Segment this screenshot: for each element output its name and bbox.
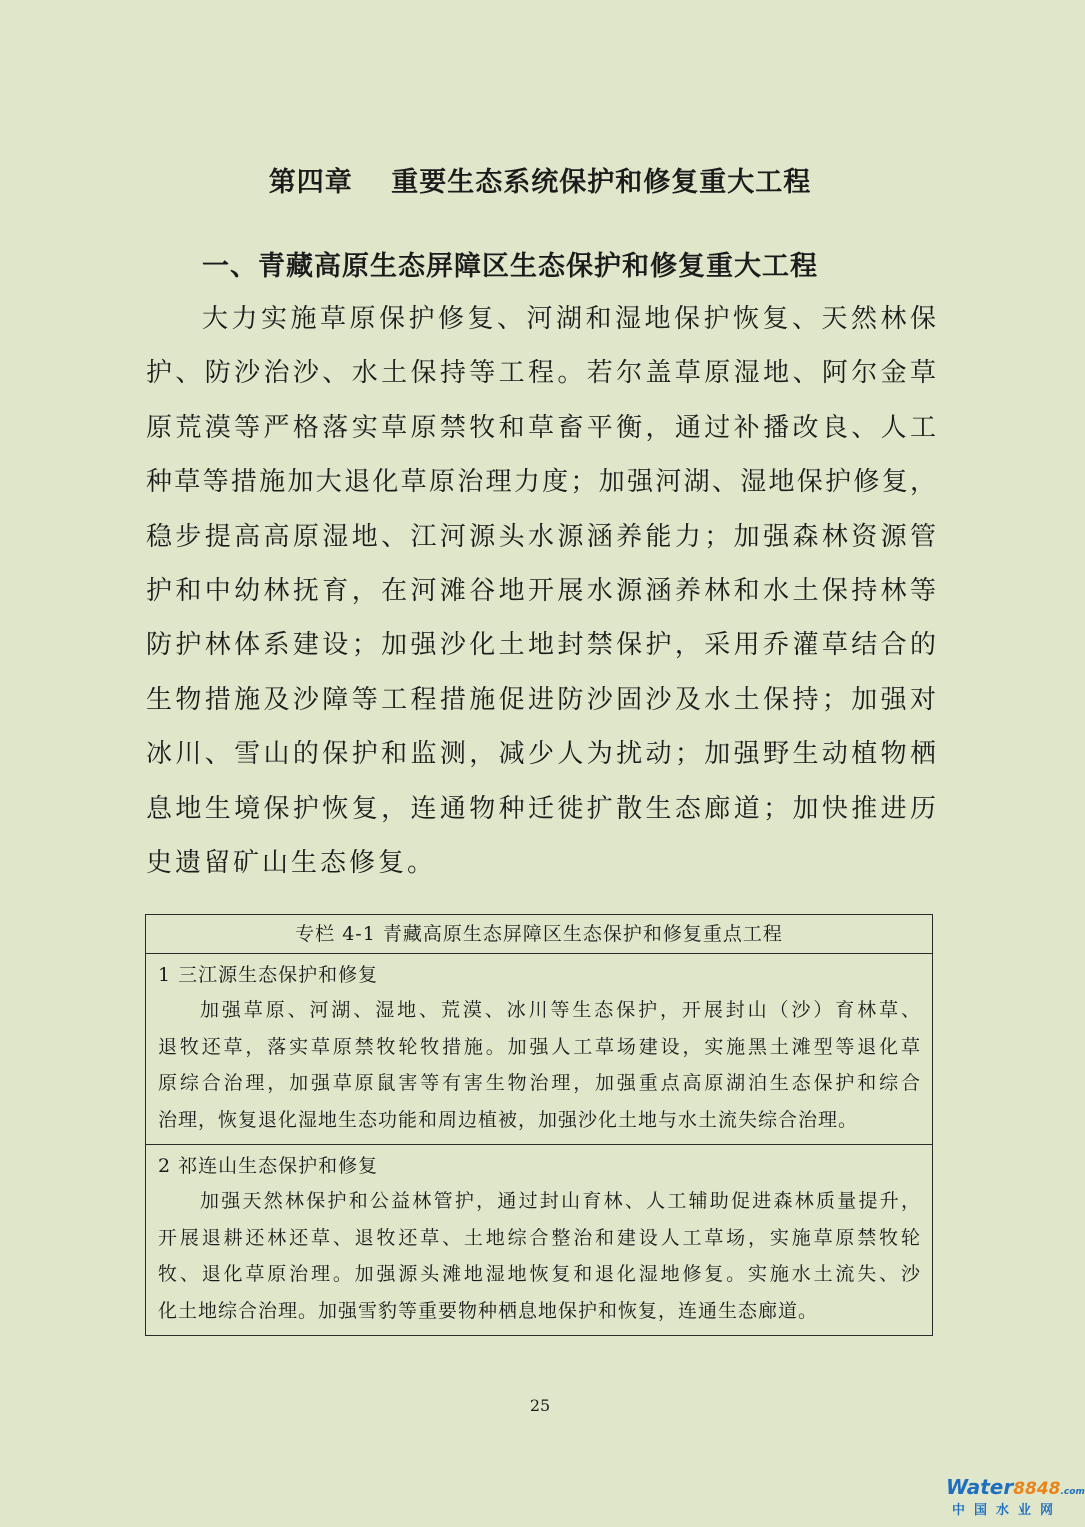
body-line: 种草等措施加大退化草原治理力度；加强河湖、湿地保护修复， [146, 467, 936, 498]
column-box-section-heading: 1 三江源生态保护和修复 [158, 964, 379, 986]
body-line: 生物措施及沙障等工程措施促进防沙固沙及水土保持；加强对 [146, 684, 936, 715]
column-box-line: 加强草原、河湖、湿地、荒漠、冰川等生态保护，开展封山（沙）育林草、 [200, 999, 920, 1021]
column-box-section-2 [146, 1144, 932, 1335]
body-line: 稳步提高高原湿地、江河源头水源涵养能力；加强森林资源管 [146, 521, 936, 552]
body-line: 史遗留矿山生态修复。 [146, 847, 437, 878]
watermark-logo [946, 1475, 1085, 1519]
column-box-section-heading: 2 祁连山生态保护和修复 [158, 1155, 379, 1177]
column-box-line: 牧、退化草原治理。加强源头滩地湿地恢复和退化湿地修复。实施水土流失、沙 [158, 1263, 920, 1285]
page-number: 25 [529, 1396, 551, 1415]
column-box-line: 化土地综合治理。加强雪豹等重要物种栖息地保护和恢复，连通生态廊道。 [158, 1299, 819, 1322]
column-box [145, 914, 933, 1336]
body-line: 护、防沙治沙、水土保持等工程。若尔盖草原湿地、阿尔金草 [146, 358, 936, 389]
body-paragraph [146, 292, 936, 890]
watermark-subtitle: 中国水业网 [951, 1503, 1062, 1518]
column-box-line: 原综合治理，加强草原鼠害等有害生物治理，加强重点高原湖泊生态保护和综合 [158, 1072, 920, 1094]
body-line: 防护林体系建设；加强沙化土地封禁保护，采用乔灌草结合的 [146, 630, 936, 661]
body-line: 息地生境保护恢复，连通物种迁徙扩散生态廊道；加快推进历 [146, 793, 936, 824]
body-line: 护和中幼林抚育，在河滩谷地开展水源涵养林和水土保持林等 [146, 575, 936, 606]
section-title: 一、青藏高原生态屏障区生态保护和修复重大工程 [202, 251, 818, 282]
body-line: 冰川、雪山的保护和监测，减少人为扰动；加强野生动植物栖 [146, 739, 936, 770]
watermark-logo-number: 8848 [1013, 1479, 1061, 1499]
chapter-title: 第四章 重要生态系统保护和修复重大工程 [268, 167, 812, 198]
column-box-title: 专栏 4-1 青藏高原生态屏障区生态保护和修复重点工程 [146, 915, 932, 954]
watermark-logo-main: Water [946, 1475, 1014, 1499]
body-line: 大力实施草原保护修复、河湖和湿地保护恢复、天然林保 [202, 304, 936, 334]
column-box-line: 开展退耕还林还草、退牧还草、土地综合整治和建设人工草场，实施草原禁牧轮 [158, 1226, 920, 1249]
watermark-logo-domain: .com [1060, 1487, 1085, 1497]
watermark-logo-text [946, 1475, 1085, 1503]
column-box-section-1 [146, 954, 932, 1144]
column-box-line: 治理，恢复退化湿地生态功能和周边植被，加强沙化土地与水土流失综合治理。 [158, 1108, 859, 1131]
column-box-line: 退牧还草，落实草原禁牧轮牧措施。加强人工草场建设，实施黑土滩型等退化草 [158, 1035, 920, 1058]
column-box-line: 加强天然林保护和公益林管护，通过封山育林、人工辅助促进森林质量提升， [200, 1190, 920, 1212]
body-line: 原荒漠等严格落实草原禁牧和草畜平衡，通过补播改良、人工 [146, 412, 936, 443]
